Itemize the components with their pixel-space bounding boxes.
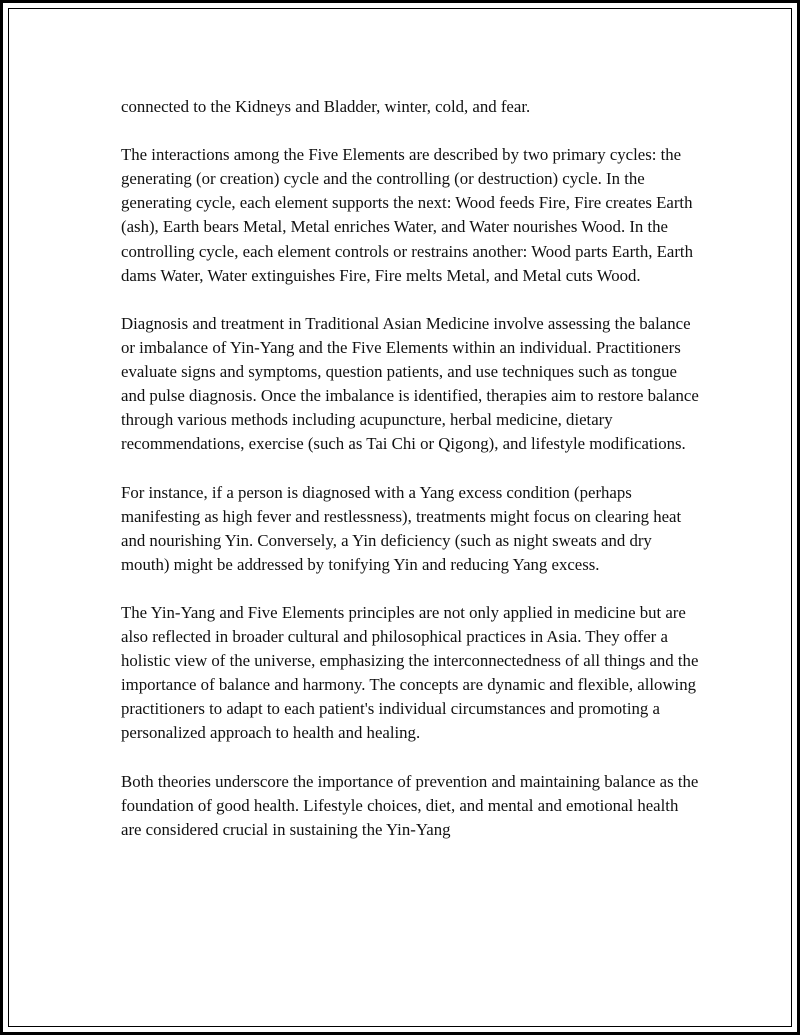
paragraph-cultural-reflection: The Yin-Yang and Five Elements principles are not only applied in medicine but are also reflected in broader cultural and philosophical practices in Asia. They offer a holistic view of the universe, emphasizing the interconnectedness of all things and the importance of balance and harmony. The concepts are dynamic and flexible, allowing practitioners to adapt to each patient's individual circumstances and promoting a personalized approach to health and healing. (121, 602, 699, 743)
paragraph-prevention: Both theories underscore the importance of prevention and maintaining balance as the foundation of good health. Lifestyle choices, diet, and mental and emotional health are considered crucial in sustaining the Yin-Yang (121, 771, 699, 839)
paragraph-continuation: connected to the Kidneys and Bladder, winter, cold, and fear. (121, 97, 531, 116)
paragraph-five-element-cycles: The interactions among the Five Elements are described by two primary cycles: the generating (or creation) cycle and the controlling (or destruction) cycle. In the generating cycle, each element supports the next: Wood feeds Fire, Fire creates Earth (ash), Earth bears Metal, Metal enriches Water, and Water nourishes Wood. In the controlling cycle, each element controls or restrains another: Wood parts Earth, Earth dams Water, Water extinguishes Fire, Fire melts Metal, and Metal cuts Wood. (121, 145, 693, 285)
paragraph-yang-excess-example: For instance, if a person is diagnosed with a Yang excess condition (perhaps manifesting as high fever and restlessness), treatments might focus on clearing heat and nourishing Yin. Conversely, a Yin deficiency (such as night sweats and dry mouth) might be addressed by tonifying Yin and reducing Yang excess. (121, 482, 682, 574)
document-body (121, 95, 701, 866)
paragraph-diagnosis-treatment: Diagnosis and treatment in Traditional Asian Medicine involve assessing the balance or imbalance of Yin-Yang and the Five Elements within an individual. Practitioners evaluate signs and symptoms, question patients, and use techniques such as tongue and pulse diagnosis. Once the imbalance is identified, therapies aim to restore balance through various methods including acupuncture, herbal medicine, dietary recommendations, exercise (such as Tai Chi or Qigong), and lifestyle modifications. (121, 313, 699, 454)
